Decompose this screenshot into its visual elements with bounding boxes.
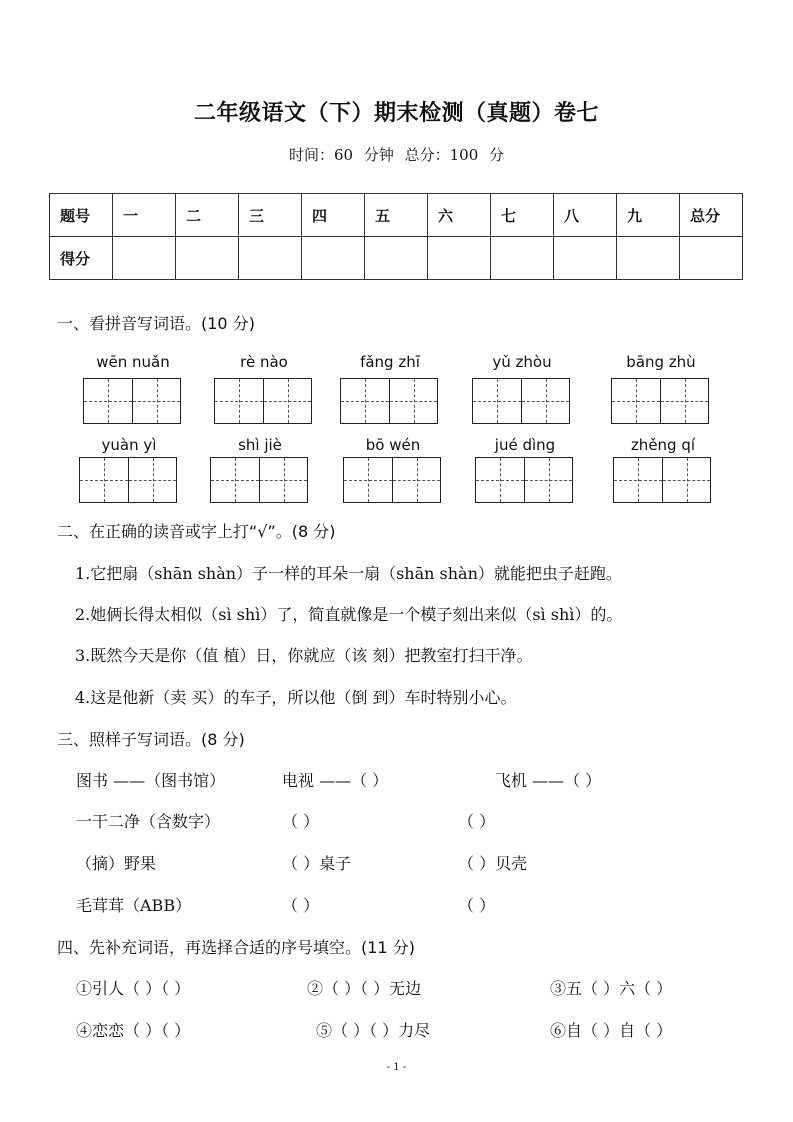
header-cell: 四 — [302, 194, 365, 237]
writing-grid[interactable] — [611, 378, 709, 424]
page-title: 二年级语文（下）期末检测（真题）卷七 — [193, 101, 599, 126]
score-label-cell: 得分 — [50, 237, 113, 280]
writing-grid[interactable] — [472, 378, 570, 424]
idiom-blank[interactable]: ⑥自（ ）自（ ） — [550, 1021, 673, 1040]
pinyin-label: zhěng qí — [630, 436, 696, 454]
header-cell: 三 — [239, 194, 302, 237]
pinyin-label: fǎng zhī — [360, 353, 420, 371]
writing-grid[interactable] — [83, 378, 181, 424]
score-cell[interactable] — [365, 237, 428, 280]
header-cell: 七 — [491, 194, 554, 237]
score-cell[interactable] — [680, 237, 743, 280]
idiom-blank[interactable]: ③五（ ）六（ ） — [550, 979, 673, 998]
score-cell[interactable] — [113, 237, 176, 280]
header-cell: 二 — [176, 194, 239, 237]
writing-grid[interactable] — [613, 457, 711, 503]
question-item: 3.既然今天是你（值 植）日，你就应（该 刻）把教室打扫干净。 — [75, 646, 533, 665]
pinyin-label: bāng zhù — [626, 353, 696, 371]
writing-grid[interactable] — [214, 378, 312, 424]
header-cell: 一 — [113, 194, 176, 237]
section-2-heading: 二、在正确的读音或字上打“√”。(8 分) — [57, 522, 336, 541]
score-table — [49, 193, 743, 280]
example-text: 一干二净（含数字） — [76, 812, 221, 831]
example-text: 图书 ——（图书馆） — [76, 771, 226, 790]
section-4-heading: 四、先补充词语，再选择合适的序号填空。(11 分) — [57, 938, 415, 957]
score-cell[interactable] — [491, 237, 554, 280]
idiom-blank[interactable]: ①引人（ ）（ ） — [76, 979, 191, 998]
writing-grid[interactable] — [340, 378, 438, 424]
question-item: 4.这是他新（卖 买）的车子，所以他（倒 到）车时特别小心。 — [75, 688, 517, 707]
header-cell: 题号 — [50, 194, 113, 237]
score-cell[interactable] — [428, 237, 491, 280]
writing-grid[interactable] — [475, 457, 573, 503]
page-number: - 1 - — [386, 1062, 407, 1073]
answer-blank[interactable]: 飞机 ——（ ） — [495, 771, 602, 790]
score-table-header-row — [50, 194, 743, 237]
pinyin-label: rè nào — [240, 353, 288, 371]
score-table-score-row — [50, 237, 743, 280]
section-1-heading: 一、看拼音写词语。(10 分) — [57, 314, 255, 333]
score-cell[interactable] — [302, 237, 365, 280]
example-text: （摘）野果 — [76, 854, 157, 873]
answer-blank[interactable]: （ ）贝壳 — [458, 854, 528, 873]
pinyin-label: wēn nuǎn — [96, 353, 170, 371]
answer-blank[interactable]: （ ） — [282, 896, 320, 915]
writing-grid[interactable] — [79, 457, 177, 503]
exam-info: 时间：60 分钟 总分：100 分 — [288, 146, 505, 164]
question-item: 1.它把扇（shān shàn）子一样的耳朵一扇（shān shàn）就能把虫子赶跑。 — [75, 564, 622, 583]
pinyin-label: shì jiè — [238, 436, 282, 454]
header-cell: 五 — [365, 194, 428, 237]
header-cell: 总分 — [680, 194, 743, 237]
question-item: 2.她俩长得太相似（sì shì）了，简直就像是一个模子刻出来似（sì shì）的。 — [75, 605, 623, 624]
header-cell: 九 — [617, 194, 680, 237]
answer-blank[interactable]: （ ）桌子 — [282, 854, 352, 873]
writing-grid[interactable] — [210, 457, 308, 503]
idiom-blank[interactable]: ②（ ）（ ）无边 — [307, 979, 422, 998]
answer-blank[interactable]: （ ） — [458, 896, 496, 915]
pinyin-label: bō wén — [365, 436, 421, 454]
header-cell: 八 — [554, 194, 617, 237]
section-3-heading: 三、照样子写词语。(8 分) — [57, 730, 245, 749]
writing-grid[interactable] — [343, 457, 441, 503]
pinyin-label: yǔ zhòu — [492, 353, 552, 371]
pinyin-label: jué dìng — [494, 436, 556, 454]
answer-blank[interactable]: （ ） — [458, 812, 496, 831]
idiom-blank[interactable]: ④恋恋（ ）（ ） — [76, 1021, 191, 1040]
score-cell[interactable] — [239, 237, 302, 280]
answer-blank[interactable]: 电视 ——（ ） — [282, 771, 389, 790]
example-text: 毛茸茸（ABB） — [76, 896, 192, 915]
pinyin-label: yuàn yì — [101, 436, 157, 454]
score-cell[interactable] — [617, 237, 680, 280]
score-cell[interactable] — [554, 237, 617, 280]
answer-blank[interactable]: （ ） — [282, 812, 320, 831]
idiom-blank[interactable]: ⑤（ ）（ ）力尽 — [316, 1021, 431, 1040]
header-cell: 六 — [428, 194, 491, 237]
score-cell[interactable] — [176, 237, 239, 280]
